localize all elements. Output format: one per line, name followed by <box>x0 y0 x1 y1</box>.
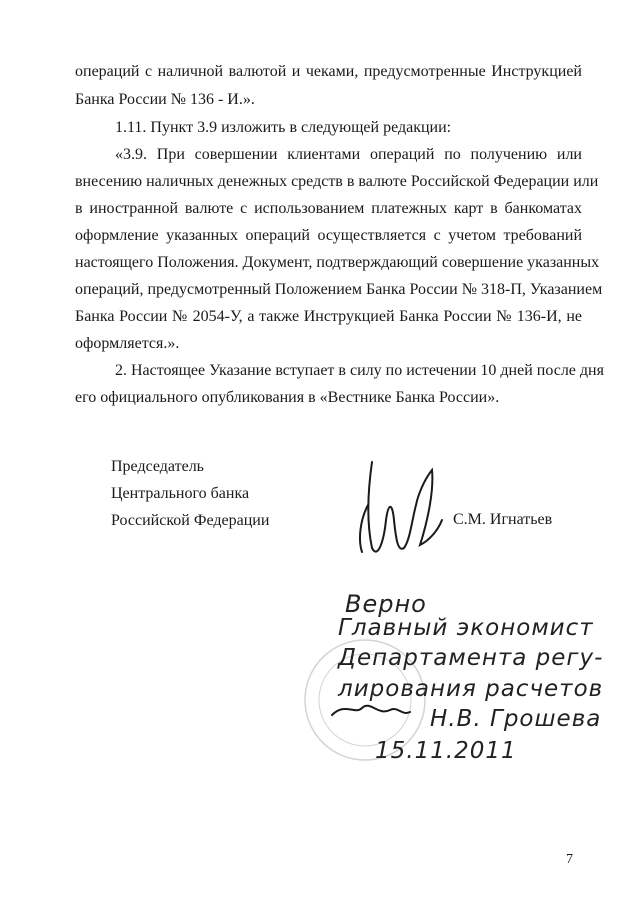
text-line-7: оформление указанных операций осуществляется с учетом требований <box>75 227 582 244</box>
text-line-5: внесению наличных денежных средств в валюте Российской Федерации или <box>75 173 599 190</box>
handwritten-line-3: Департамента регу- <box>338 645 604 671</box>
signer-name: С.М. Игнатьев <box>453 511 553 528</box>
page-number: 7 <box>566 852 573 867</box>
text-line-12: 2. Настоящее Указание вступает в силу по истечении 10 дней после дня <box>115 362 604 379</box>
initials-stroke <box>332 706 410 715</box>
text-line-4: «3.9. При совершении клиентами операций по получению или <box>115 146 582 163</box>
text-line-13: его официального опубликования в «Вестнике Банка России». <box>75 389 500 406</box>
signature-stroke <box>368 462 442 552</box>
handwritten-line-4: лирования расчетов <box>338 676 604 702</box>
handwritten-line-1: Верно <box>345 590 427 618</box>
handwritten-line-6: 15.11.2011 <box>375 738 517 764</box>
text-line-11: оформляется.». <box>75 335 180 352</box>
text-line-10: Банка России № 2054-У, а также Инструкцией Банка России № 136-И, не <box>75 308 582 325</box>
signer-title-line-3: Российской Федерации <box>111 512 270 529</box>
text-line-3: 1.11. Пункт 3.9 изложить в следующей редакции: <box>115 119 452 136</box>
signature-stroke-tail <box>360 505 368 552</box>
text-line-1: операций с наличной валютой и чеками, предусмотренные Инструкцией <box>75 63 582 80</box>
signer-title-line-2: Центрального банка <box>111 485 250 502</box>
text-line-6: в иностранной валюте с использованием платежных карт в банкоматах <box>75 200 582 217</box>
signer-title-line-1: Председатель <box>111 458 204 475</box>
handwritten-line-5: Н.В. Грошева <box>430 706 602 732</box>
text-line-8: настоящего Положения. Документ, подтверждающий совершение указанных <box>75 254 600 271</box>
text-line-2: Банка России № 136 - И.». <box>75 91 255 108</box>
text-line-9: операций, предусмотренный Положением Банка России № 318-П, Указанием <box>75 281 603 298</box>
handwritten-line-2: Главный экономист <box>338 615 594 641</box>
